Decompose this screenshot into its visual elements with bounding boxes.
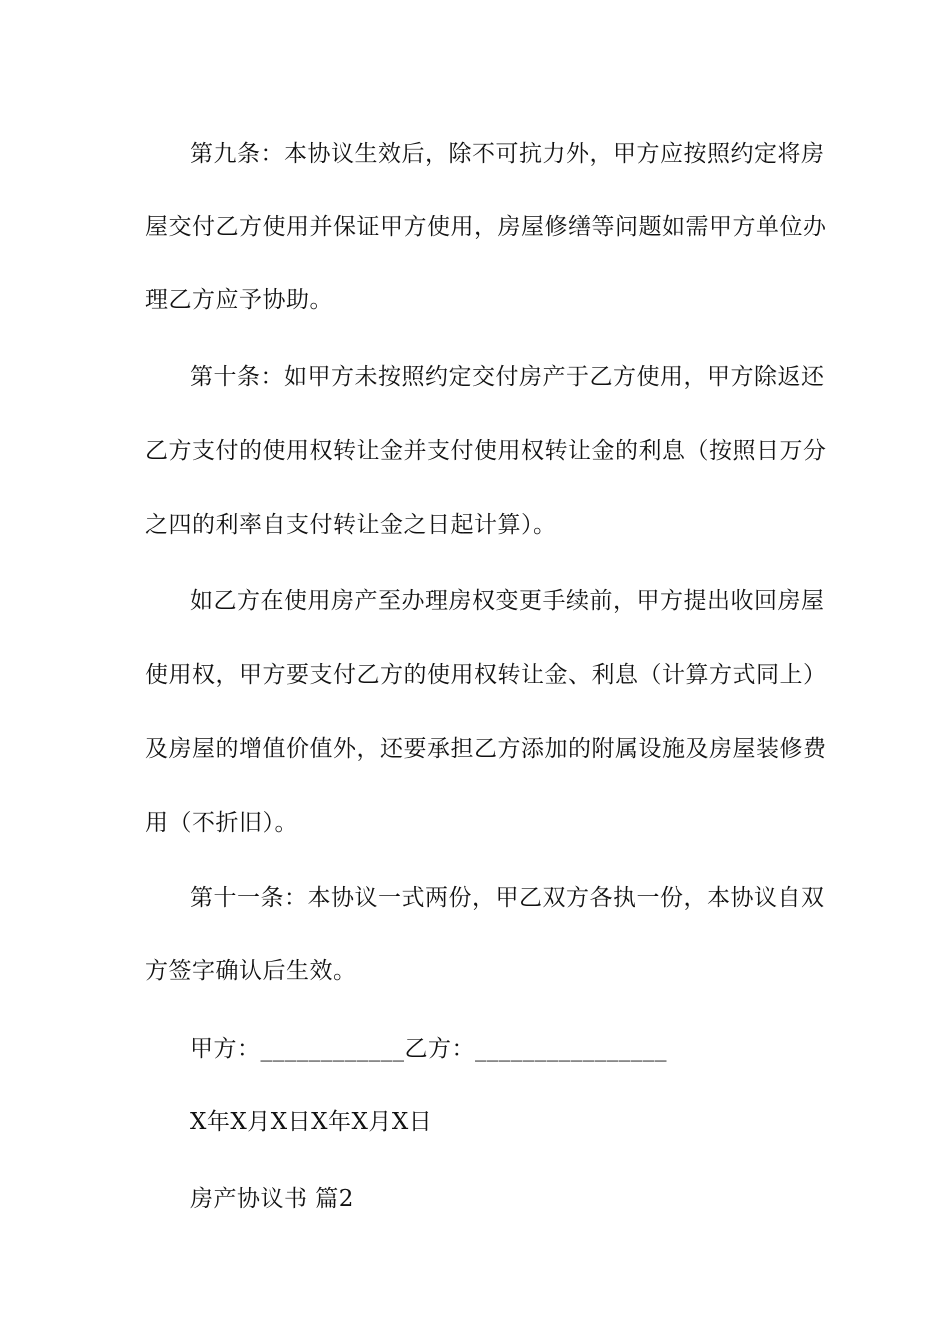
article-10-line-2: 乙方支付的使用权转让金并支付使用权转让金的利息（按照日万分: [145, 438, 827, 464]
paragraph-line-4: 用（不折旧）。: [145, 810, 298, 836]
paragraph-line-3: 及房屋的增值价值外，还要承担乙方添加的附属设施及房屋装修费: [145, 736, 827, 762]
article-9-line-1: 第九条：本协议生效后，除不可抗力外，甲方应按照约定将房: [190, 141, 825, 167]
paragraph-line-2: 使用权，甲方要支付乙方的使用权转让金、利息（计算方式同上）: [145, 662, 827, 688]
article-11-line-1: 第十一条：本协议一式两份，甲乙双方各执一份，本协议自双: [190, 885, 825, 911]
article-10-line-3: 之四的利率自支付转让金之日起计算）。: [145, 512, 557, 538]
date-line: X年X月X日X年X月X日: [190, 1109, 433, 1135]
article-11-line-2: 方签字确认后生效。: [145, 958, 357, 984]
article-9-line-2: 屋交付乙方使用并保证甲方使用，房屋修缮等问题如需甲方单位办: [145, 214, 827, 240]
article-10-line-1: 第十条：如甲方未按照约定交付房产于乙方使用，甲方除返还: [190, 364, 825, 390]
section-heading: 房产协议书 篇2: [190, 1186, 354, 1212]
signature-line: 甲方：____________乙方：________________: [190, 1036, 667, 1062]
paragraph-line-1: 如乙方在使用房产至办理房权变更手续前，甲方提出收回房屋: [190, 588, 825, 614]
article-9-line-3: 理乙方应予协助。: [145, 287, 333, 313]
